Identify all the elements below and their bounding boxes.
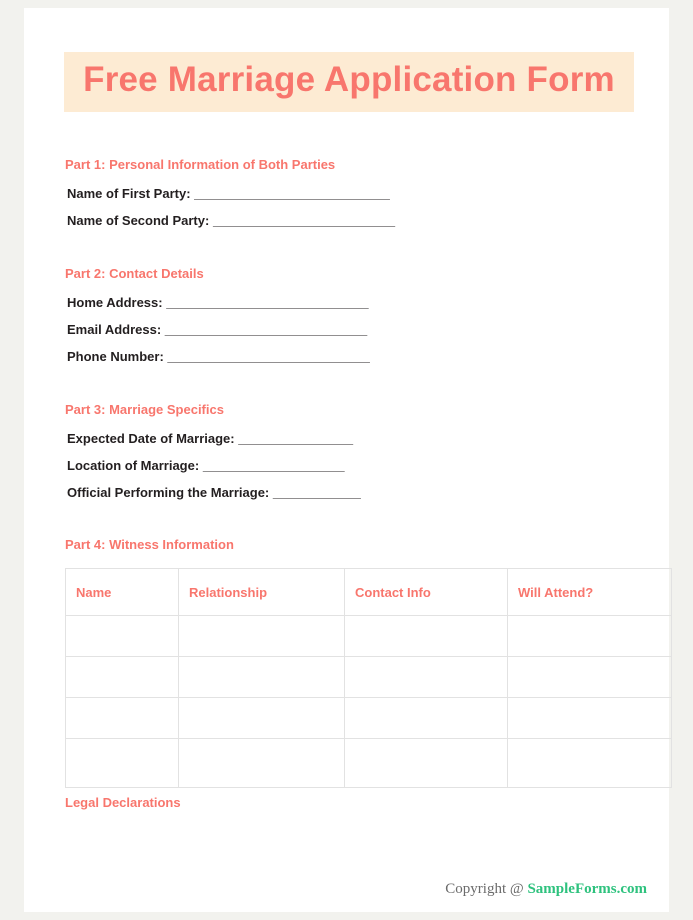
table-cell-relationship[interactable] [179, 616, 345, 657]
section-heading-legal-declarations: Legal Declarations [65, 795, 181, 810]
table-cell-contact-info[interactable] [345, 698, 508, 739]
table-cell-name[interactable] [66, 616, 179, 657]
field-label: Expected Date of Marriage: [67, 431, 235, 446]
form-content [65, 156, 635, 812]
table-cell-contact-info[interactable] [345, 616, 508, 657]
field-label: Name of Second Party: [67, 213, 210, 228]
field-name-of-first-party [67, 180, 635, 207]
field-email-address [67, 316, 635, 343]
field-label: Name of First Party: [67, 186, 191, 201]
table-row [66, 657, 672, 698]
section-heading-part-1: Part 1: Personal Information of Both Parties [65, 157, 336, 172]
table-row [66, 698, 672, 739]
section-heading-part-2: Part 2: Contact Details [65, 266, 204, 281]
field-label: Location of Marriage: [67, 458, 200, 473]
footer-brand-link[interactable]: SampleForms.com [527, 881, 647, 897]
table-cell-contact-info[interactable] [345, 657, 508, 698]
field-blank-line[interactable]: _____________________________ [194, 186, 390, 201]
field-blank-line[interactable]: ___________________________ [212, 213, 395, 228]
field-home-address [67, 289, 635, 316]
column-header-contact-info: Contact Info [345, 569, 508, 616]
table-header-row [66, 569, 672, 616]
field-label: Email Address: [67, 322, 162, 337]
field-blank-line[interactable]: _____________ [272, 485, 361, 500]
field-blank-line[interactable]: ______________________________ [166, 295, 369, 310]
table-cell-relationship[interactable] [179, 657, 345, 698]
field-name-of-second-party [67, 207, 635, 234]
section-heading-part-3: Part 3: Marriage Specifics [65, 402, 224, 417]
column-header-relationship: Relationship [179, 569, 345, 616]
title-banner [64, 52, 634, 112]
footer-copyright-text: Copyright @ [445, 881, 528, 897]
witness-information-table [65, 568, 672, 788]
table-row [66, 616, 672, 657]
document-page [24, 8, 669, 912]
field-blank-line[interactable]: ______________________________ [164, 322, 367, 337]
field-label: Home Address: [67, 295, 163, 310]
table-cell-will-attend[interactable] [508, 616, 672, 657]
field-blank-line[interactable]: _________________ [238, 431, 353, 446]
column-header-will-attend: Will Attend? [508, 569, 672, 616]
column-header-name: Name [66, 569, 179, 616]
table-cell-name[interactable] [66, 698, 179, 739]
field-location-of-marriage [67, 452, 635, 479]
table-cell-relationship[interactable] [179, 739, 345, 788]
section-heading-part-4: Part 4: Witness Information [65, 537, 234, 552]
table-cell-will-attend[interactable] [508, 698, 672, 739]
field-blank-line[interactable]: _____________________ [202, 458, 345, 473]
field-expected-date-of-marriage [67, 425, 635, 452]
page-title: Free Marriage Application Form [83, 60, 615, 99]
field-label: Phone Number: [67, 349, 164, 364]
field-label: Official Performing the Marriage: [67, 485, 270, 500]
table-cell-name[interactable] [66, 657, 179, 698]
table-cell-name[interactable] [66, 739, 179, 788]
table-cell-relationship[interactable] [179, 698, 345, 739]
footer-copyright [445, 881, 647, 898]
field-phone-number [67, 343, 635, 370]
table-cell-will-attend[interactable] [508, 739, 672, 788]
field-official-performing-the-marriage [67, 479, 635, 506]
table-cell-will-attend[interactable] [508, 657, 672, 698]
table-cell-contact-info[interactable] [345, 739, 508, 788]
field-blank-line[interactable]: ______________________________ [167, 349, 370, 364]
table-row [66, 739, 672, 788]
